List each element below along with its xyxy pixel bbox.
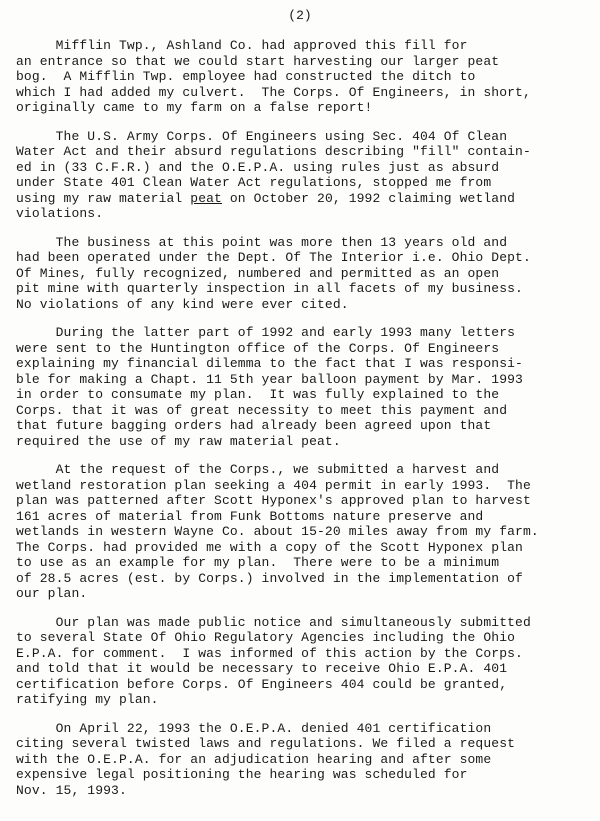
paragraph-5	[16, 462, 596, 602]
document-body	[16, 38, 596, 811]
text-line: ble for making a Chapt. 11 5th year balloon payment by Mar. 1993	[16, 371, 523, 387]
paragraph-3	[16, 235, 596, 313]
text-line: 161 acres of material from Funk Bottoms nature preserve and	[16, 508, 484, 524]
paragraph-4	[16, 325, 596, 449]
text-line: certification before Corps. Of Engineers 404 could be granted,	[16, 676, 508, 692]
text-line: with the O.E.P.A. for an adjudication hearing and after some	[16, 751, 492, 767]
line-text-before: using my raw material	[16, 190, 191, 206]
text-line: ed in (33 C.F.R.) and the O.E.P.A. using rules just as absurd	[16, 159, 500, 175]
text-line: violations.	[16, 206, 104, 221]
text-line: plan was patterned after Scott Hyponex's approved plan to harvest	[16, 493, 531, 508]
text-line: Of Mines, fully recognized, numbered and permitted as an open	[16, 265, 500, 281]
paragraph-7	[16, 721, 596, 799]
paragraph-1	[16, 38, 596, 116]
text-line: The U.S. Army Corps. Of Engineers using Sec. 404 Of Clean	[16, 128, 508, 144]
paragraph-6	[16, 615, 596, 708]
text-line: an entrance so that we could start harvesting our larger peat	[16, 53, 500, 69]
text-line: and told that it would be necessary to receive Ohio E.P.A. 401	[16, 661, 508, 676]
text-line: of 28.5 acres (est. by Corps.) involved in the implementation of	[16, 570, 523, 586]
text-line: citing several twisted laws and regulations. We filed a request	[16, 736, 516, 751]
text-line: Corps. that it was of great necessity to meet this payment and	[16, 402, 508, 418]
text-line: which I had added my culvert. The Corps. Of Engineers, in short,	[16, 84, 531, 100]
text-line: bog. A Mifflin Twp. employee had constructed the ditch to	[16, 69, 476, 84]
text-line: The Corps. had provided me with a copy of the Scott Hyponex plan	[16, 539, 523, 555]
text-line: pit mine with quarterly inspection in all facets of my business.	[16, 281, 523, 296]
page-number: (2)	[288, 8, 312, 23]
paragraph-2	[16, 129, 596, 222]
text-line: At the request of the Corps., we submitted a harvest and	[16, 462, 500, 477]
underlined-word: peat	[190, 190, 222, 206]
text-line: were sent to the Huntington office of the Corps. Of Engineers	[16, 340, 500, 356]
text-line: that future bagging orders had already been agreed upon that	[16, 418, 492, 433]
text-line: The business at this point was more then 13 years old and	[16, 234, 508, 250]
text-line: expensive legal positioning the hearing was scheduled for	[16, 767, 468, 782]
text-line: in order to consumate my plan. It was fully explained to the	[16, 387, 500, 402]
text-line: required the use of my raw material peat.	[16, 433, 341, 449]
text-line: our plan.	[16, 586, 88, 601]
text-line: Mifflin Twp., Ashland Co. had approved this fill for	[16, 38, 468, 53]
text-line: to use as an example for my plan. There were to be a minimum	[16, 555, 500, 570]
text-line: On April 22, 1993 the O.E.P.A. denied 401 certification	[16, 720, 492, 736]
text-line: During the latter part of 1992 and early 1993 many letters	[16, 325, 516, 340]
text-line: Nov. 15, 1993.	[16, 782, 127, 798]
text-line: Water Act and their absurd regulations describing "fill" contain-	[16, 144, 531, 159]
text-line: E.P.A. for comment. I was informed of this action by the Corps.	[16, 645, 523, 661]
text-line: originally came to my farm on a false report!	[16, 100, 373, 115]
text-line: wetlands in western Wayne Co. about 15-20 miles away from my farm.	[16, 524, 539, 539]
line-text-after: on October 20, 1992 claiming wetland	[221, 190, 516, 206]
text-line: ratifying my plan.	[16, 692, 159, 707]
text-line: to several State Of Ohio Regulatory Agencies including the Ohio	[16, 630, 516, 645]
text-line: Our plan was made public notice and simultaneously submitted	[16, 614, 531, 630]
text-line: wetland restoration plan seeking a 404 permit in early 1993. The	[16, 477, 531, 493]
text-line	[16, 191, 596, 207]
text-line: had been operated under the Dept. Of The Interior i.e. Ohio Dept.	[16, 250, 531, 265]
text-line: No violations of any kind were ever cited.	[16, 296, 349, 312]
text-line: under State 401 Clean Water Act regulations, stopped me from	[16, 175, 492, 190]
text-line: explaining my financial dilemma to the fact that I was responsi-	[16, 356, 523, 371]
